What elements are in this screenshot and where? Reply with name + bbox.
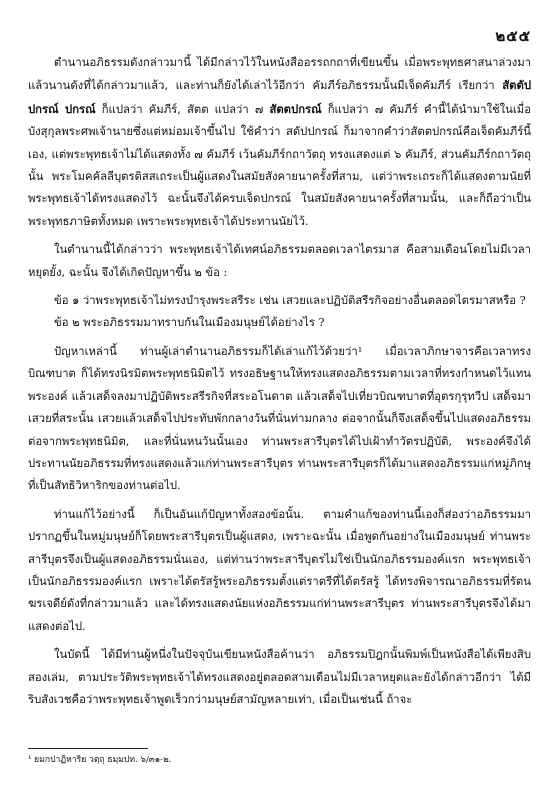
paragraph-5: ในบัดนี้ ได้มีท่านผู้หนึ่งในปัจจุบันเขียนหนังสือค้านว่า อภิธรรมปิฎกนั้นพิมพ์เป็นหนังสือได้เพียงสิบสองเล่ม, ตามประวัติพระพุทธเจ้าได้ทรงแสดงอยู่ตลอดสามเดือนไม่มีเวลาหยุดและยังได้กล่าวอีกว่า ได้มีริบสังเวชคือว่าพระพุทธเจ้าพูดเร็วกว่ามนุษย์สามัญหลายเท่า, เมื่อเป็นเช่นนี้ ถ้าจะ <box>28 648 531 706</box>
paragraph-1 <box>28 52 531 233</box>
term-sattappakarana: สัตตัปปกรณ์ ปกรณ์ <box>28 78 531 116</box>
paragraph-1-text-c: ก็แปลว่า คัมภีร์, สัตต แปลว่า ๗ <box>95 102 270 116</box>
paragraph-1-text-e: ก็แปลว่า ๗ คัมภีร์ คำนี้ได้นำมาใช้ในเมื่อบังสุกุลพระศพเจ้านายซึ่งแต่หม่อมเจ้าขึ้นไป ใช้คำว่า สดัปปกรณ์ ก็มาจากคำว่าสัตตปกรณ์คือเจ็ดคัมภีร์นี้เอง, แต่พระพุทธเจ้าไม่ได้แสดงทั้ง ๗ คัมภีร์ เว้นคัมภีร์กถาวัตถุ ทรงแสดงแต่ ๖ คัมภีร์, ส่วนคัมภีร์กถาวัตถุนั้น พระโมคคัลลีบุตรติสสเถระเป็นผู้แสดงในสมัยสังคายนาครั้งที่สาม, แต่ว่าพระเถระก็ได้แสดงตามนัยที่พระพุทธเจ้าได้ทรงแสดงไว้ ฉะนั้นจึงได้ครบเจ็ดปกรณ์ ในสมัยสังคายนาครั้งที่สามนั้น, และก็ถือว่าเป็นพระพุทธภาษิตทั้งหมด เพราะพระพุทธเจ้าได้ประทานนัยไว้. <box>28 102 531 228</box>
footnote-divider <box>28 748 148 749</box>
paragraph-3: ปัญหาเหล่านี้ ท่านผู้เล่าตำนานอภิธรรมก็ได้เล่าแก้ไว้ด้วยว่า¹ เมื่อเวลาภิกษาจารคือเวลาทรงบิณฑบาต ก็ได้ทรงนิรมิตพระพุทธนิมิตไว้ ทรงอธิษฐานให้ทรงแสดงอภิธรรมตามเวลาที่ทรงกำหนดไว้แทนพระองค์ แล้วเสด็จลงมาปฏิบัติพระสรีรกิจที่สระอโนดาต แล้วเสด็จไปเที่ยวบิณฑบาตที่อุตรกุรุทวีป เสด็จมาเสวยที่สระนั้น เสวยแล้วเสด็จไปประทับพักกลางวันที่นั่นท่ามกลาง ต่อจากนั้นก็จึงเสด็จขึ้นไปแสดงอภิธรรมต่อจากพระพุทธนิมิต, และที่นั่นหนวันนั้นเอง ท่านพระสารีบุตรได้ไปเฝ้าทำวัตรปฏิบัติ, พระองค์จึงได้ประทานนัยอภิธรรมที่ทรงแสดงแล้วแก่ท่านพระสารีบุตร ท่านพระสารีบุตรก็ได้มาแสดงอภิธรรมแก่หมู่ภิกษุที่เป็นสัทธิวิหาริกของท่านต่อไป. <box>28 344 531 493</box>
paragraph-2: ในตำนานนี้ได้กล่าวว่า พระพุทธเจ้าได้เทศน์อภิธรรมตลอดเวลาไตรมาส คือสามเดือนโดยไม่มีเวลาหยุดยั้ง, ฉะนั้น จึงได้เกิดปัญหาขึ้น ๒ ข้อ : <box>28 243 531 279</box>
body-text <box>28 52 531 717</box>
question-1: ข้อ ๑ ว่าพระพุทธเจ้าไม่ทรงบำรุงพระสรีระ เช่น เสวยและปฏิบัติสรีรกิจอย่างอื่นตลอดไตรมาสหรือ ? <box>54 294 526 308</box>
paragraph-4: ท่านแก้ไว้อย่างนี้ ก็เป็นอันแก้ปัญหาทั้งสองข้อนั้น. ตามคำแก้ของท่านนี้เองก็ส่องว่าอภิธรรมมาปรากฏขึ้นในหมู่มนุษย์ก็โดยพระสารีบุตรเป็นผู้แสดง, เพราะฉะนั้น เมื่อพูดกันอย่างในเมืองมนุษย์ ท่านพระสารีบุตรจึงเป็นผู้แสดงอภิธรรมนั่นเอง, แต่ท่านว่าพระสารีบุตรไม่ใช่เป็นนักอภิธรรมองค์แรก พระพุทธเจ้าเป็นนักอภิธรรมองค์แรก เพราะได้ตรัสรู้พระอภิธรรมตั้งแต่ราตรีที่ได้ตรัสรู้ ได้ทรงพิจารณาอภิธรรมที่รัตนฆรเจดีย์ดังที่กล่าวมาแล้ว และได้ทรงแสดงนัยแห่งอภิธรรมแก่ท่านพระสารีบุตร ท่านพระสารีบุตรจึงได้มาแสดงต่อไป. <box>28 507 531 633</box>
page-number: ๒๕๕ <box>495 27 531 45</box>
paragraph-1-text-a: ตำนานอภิธรรมดังกล่าวมานี้ ได้มีกล่าวไว้ในหนังสืออรรถกถาที่เขียนขึ้น เมื่อพระพุทธศาสนาล่วงมาแล้วนานดังที่ได้กล่าวมาแล้ว, และท่านก็ยังได้เล่าไว้อีกว่า คัมภีร์อภิธรรมนั้นมีเจ็ดคัมภีร์ เรียกว่า <box>28 56 531 93</box>
question-2: ข้อ ๒ พระอภิธรรมมาทราบกันในเมืองมนุษย์ได้อย่างไร ? <box>54 316 325 330</box>
term-sattapakarana: สัตตปกรณ์ <box>269 101 322 116</box>
footnote: ¹ ยมกปาฏิหาริย วตฺถุ ธมฺมปท. ๖/๓๑-๒. <box>28 755 172 765</box>
